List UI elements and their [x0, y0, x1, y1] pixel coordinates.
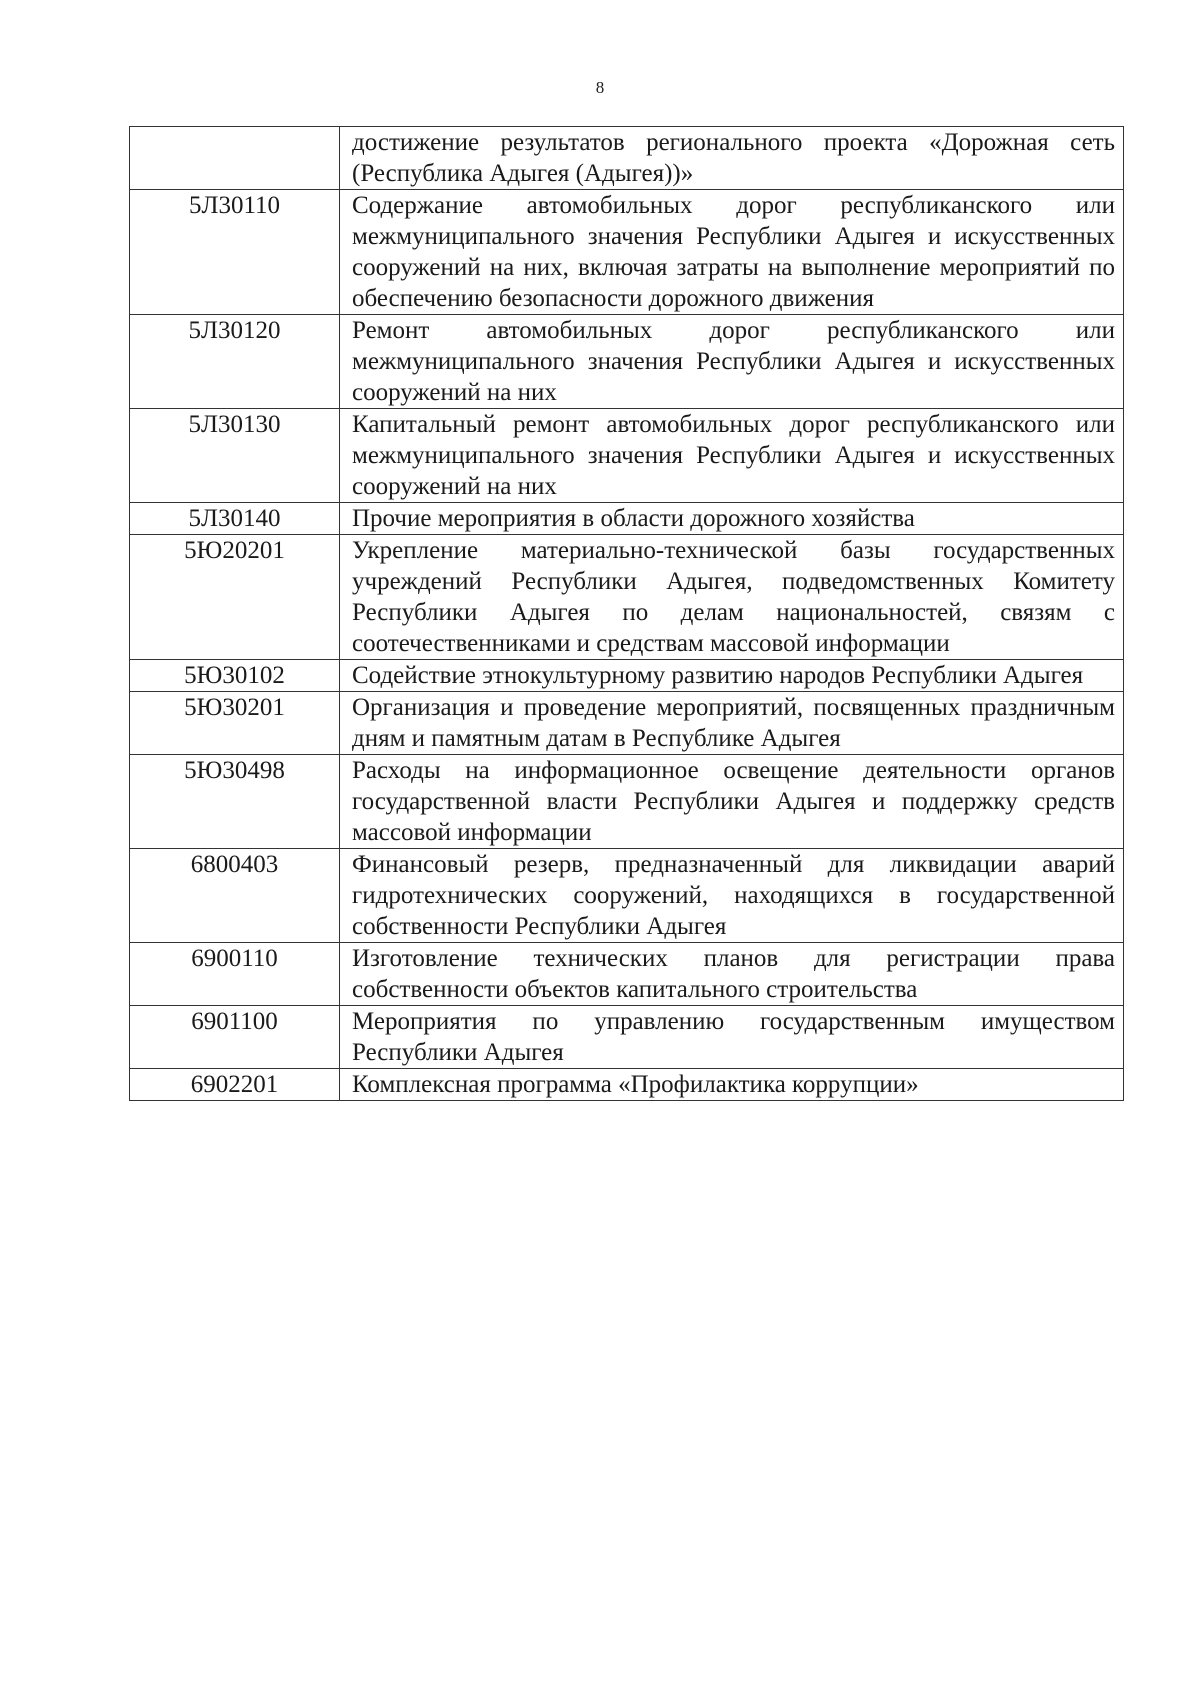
code-cell: 5Ю30498 — [130, 755, 340, 849]
table-row — [130, 190, 1124, 315]
table-row — [130, 692, 1124, 755]
code-cell: 6902201 — [130, 1069, 340, 1101]
table-row — [130, 315, 1124, 409]
description-cell: достижение результатов регионального проекта «Дорожная сеть (Республика Адыгея (Адыгея))» — [340, 127, 1124, 190]
code-cell: 5Л30110 — [130, 190, 340, 315]
code-cell: 5Ю30201 — [130, 692, 340, 755]
description-cell: Изготовление технических планов для регистрации права собственности объектов капитального строительства — [340, 943, 1124, 1006]
code-cell: 5Л30130 — [130, 409, 340, 503]
page-number: 8 — [595, 78, 605, 97]
description-cell: Содействие этнокультурному развитию народов Республики Адыгея — [340, 660, 1124, 692]
table-row — [130, 535, 1124, 660]
description-cell: Содержание автомобильных дорог республиканского или межмуниципального значения Республики Адыгея и искусственных сооружений на них, включая затраты на выполнение мероприятий по обеспечению безопасности дорожного движения — [340, 190, 1124, 315]
description-cell: Расходы на информационное освещение деятельности органов государственной власти Республики Адыгея и поддержку средств массовой информации — [340, 755, 1124, 849]
description-cell: Организация и проведение мероприятий, посвященных праздничным дням и памятным датам в Республике Адыгея — [340, 692, 1124, 755]
description-cell: Прочие мероприятия в области дорожного хозяйства — [340, 503, 1124, 535]
description-cell: Комплексная программа «Профилактика коррупции» — [340, 1069, 1124, 1101]
code-cell — [130, 127, 340, 190]
table-row — [130, 849, 1124, 943]
table-row — [130, 1006, 1124, 1069]
code-cell: 5Л30120 — [130, 315, 340, 409]
budget-code-table — [129, 126, 1124, 1101]
table-row — [130, 409, 1124, 503]
code-cell: 5Ю20201 — [130, 535, 340, 660]
table-row — [130, 1069, 1124, 1101]
code-cell: 6900110 — [130, 943, 340, 1006]
table-row — [130, 127, 1124, 190]
description-cell: Мероприятия по управлению государственным имуществом Республики Адыгея — [340, 1006, 1124, 1069]
table-row — [130, 503, 1124, 535]
table-row — [130, 660, 1124, 692]
description-cell: Финансовый резерв, предназначенный для ликвидации аварий гидротехнических сооружений, находящихся в государственной собственности Республики Адыгея — [340, 849, 1124, 943]
code-cell: 6800403 — [130, 849, 340, 943]
code-cell: 6901100 — [130, 1006, 340, 1069]
code-cell: 5Ю30102 — [130, 660, 340, 692]
description-cell: Капитальный ремонт автомобильных дорог республиканского или межмуниципального значения Республики Адыгея и искусственных сооружений на них — [340, 409, 1124, 503]
description-cell: Ремонт автомобильных дорог республиканского или межмуниципального значения Республики Адыгея и искусственных сооружений на них — [340, 315, 1124, 409]
description-cell: Укрепление материально-технической базы государственных учреждений Республики Адыгея, подведомственных Комитету Республики Адыгея по делам национальностей, связям с соотечественниками и средствам массовой информации — [340, 535, 1124, 660]
table-row — [130, 755, 1124, 849]
code-cell: 5Л30140 — [130, 503, 340, 535]
table-row — [130, 943, 1124, 1006]
